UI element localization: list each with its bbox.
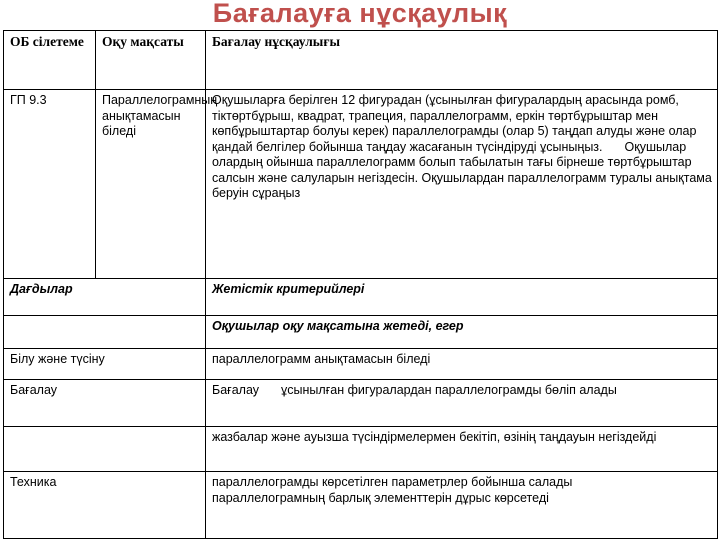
table-row-criteria-subtitle — [4, 316, 718, 349]
evaluation-description-text: ұсынылған фигуралардан параллелограмды бөліп алады — [281, 383, 617, 397]
skills-label-empty — [4, 316, 206, 349]
criterion-label-evaluation-empty — [4, 427, 206, 472]
criterion-description-evaluation-b: жазбалар және ауызша түсіндірмелермен бекітіп, өзінің таңдауын негіздейді — [206, 427, 718, 472]
criterion-label-technique: Техника — [4, 472, 206, 539]
assessment-guide-part-1: Оқушыларға берілген 12 фигурадан (ұсынылған фигуралардың арасында ромб, тіктөртбұрыш, квадрат, трапеция, параллелограмм, еркін төртбұрыштар мен көпбұрыштартар болуы керек) параллелограмды (олар 5) таңдап алуды және олар қандай белгілер бойынша таңдау жасағанын түсіндіруді ұсыныңыз. — [212, 93, 697, 154]
header-cell-learning-goal: Оқу мақсаты — [96, 31, 206, 90]
header-cell-objective: ОБ сілетеме — [4, 31, 96, 90]
criterion-description-technique — [206, 472, 718, 539]
technique-line-2: параллелограмның барлық элементтерін дұрыс көрсетеді — [212, 490, 549, 505]
assessment-guide-text — [206, 90, 718, 279]
table-row-technique — [4, 472, 718, 539]
objective-code: ГП 9.3 — [4, 90, 96, 279]
table-row-objective — [4, 90, 718, 279]
table-row-evaluation-b — [4, 427, 718, 472]
skills-label: Дағдылар — [4, 279, 206, 316]
evaluation-lead-word: Бағалау — [212, 383, 260, 397]
page-title: Бағалауға нұсқаулық — [212, 0, 508, 28]
criteria-subtitle: Оқушылар оқу мақсатына жетеді, егер — [206, 316, 718, 349]
assessment-rubric-table — [3, 30, 718, 539]
table-header-row — [4, 31, 718, 90]
header-cell-assessment-guide: Бағалау нұсқаулығы — [206, 31, 718, 90]
criterion-label-evaluation: Бағалау — [4, 380, 206, 427]
criterion-description-knowledge: параллелограмм анықтамасын біледі — [206, 349, 718, 380]
criterion-description-evaluation-a — [206, 380, 718, 427]
table-row-knowledge — [4, 349, 718, 380]
table-row-evaluation-a — [4, 380, 718, 427]
technique-line-1: параллелограмды көрсетілген параметрлер бойынша салады — [212, 475, 573, 489]
learning-goal-text: Параллелограмның анықтамасын біледі — [96, 90, 206, 279]
table-row-skills — [4, 279, 718, 316]
criterion-label-knowledge: Білу және түсіну — [4, 349, 206, 380]
assessment-guide-part-2: Оқушылар олардың ойынша параллелограмм болып табылатын тағы бірнеше төртбұрыштар салсын және салуларын негіздесін. Оқушылардан параллелограмм туралы анықтама беруін сұраңыз — [212, 139, 712, 200]
criteria-title: Жетістік критерийлері — [206, 279, 718, 316]
